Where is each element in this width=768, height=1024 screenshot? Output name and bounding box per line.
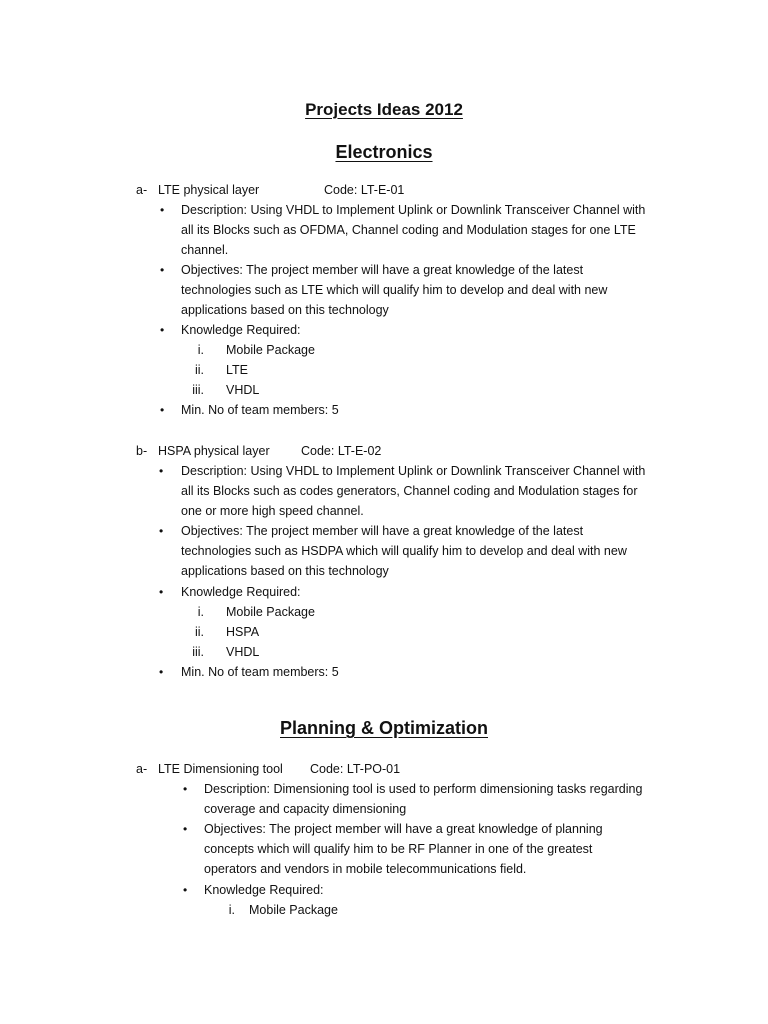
description-line: Description: Using VHDL to Implement Uplink or Downlink Transceiver Channel with xyxy=(181,464,646,478)
project-heading xyxy=(136,760,536,778)
knowledge-label: Knowledge Required: xyxy=(181,323,301,337)
bullet-icon: • xyxy=(159,665,164,679)
bullet-icon: • xyxy=(183,782,188,796)
description-line: one or more high speed channel. xyxy=(181,504,364,518)
project-heading xyxy=(136,181,536,199)
project-heading xyxy=(136,442,536,460)
bullet-icon: • xyxy=(183,883,188,897)
bullet-icon: • xyxy=(160,403,165,417)
project-name: LTE Dimensioning tool xyxy=(158,762,283,776)
knowledge-label: Knowledge Required: xyxy=(181,585,301,599)
project-name: HSPA physical layer xyxy=(158,444,270,458)
bullet-icon: • xyxy=(159,464,164,478)
objectives-line: Objectives: The project member will have a great knowledge of the latest xyxy=(181,263,584,277)
knowledge-item: Mobile Package xyxy=(226,605,315,619)
objectives-line: applications based on this technology xyxy=(181,303,389,317)
team-members-line: Min. No of team members: 5 xyxy=(181,403,339,417)
knowledge-number: i. xyxy=(228,903,235,917)
objectives-line: technologies such as LTE which will qualify him to develop and deal with new xyxy=(181,283,608,297)
bullet-icon: • xyxy=(159,585,164,599)
project-letter: a- xyxy=(136,762,148,776)
project-letter: a- xyxy=(136,183,148,197)
knowledge-number: iii. xyxy=(192,383,204,397)
bullet-icon: • xyxy=(160,323,165,337)
project-name: LTE physical layer xyxy=(158,183,260,197)
description-line: all its Blocks such as codes generators, Channel coding and Modulation stages for xyxy=(181,484,638,498)
objectives-line: concepts which will qualify him to be RF Planner in one of the greatest xyxy=(204,842,593,856)
objectives-line: Objectives: The project member will have a great knowledge of the latest xyxy=(181,524,584,538)
objectives-line: operators and vendors in mobile telecommunications field. xyxy=(204,862,527,876)
project-letter: b- xyxy=(136,444,148,458)
knowledge-item: VHDL xyxy=(226,645,260,659)
bullet-icon: • xyxy=(183,822,188,836)
knowledge-number: ii. xyxy=(194,363,204,377)
team-members-line: Min. No of team members: 5 xyxy=(181,665,339,679)
knowledge-number: i. xyxy=(197,343,204,357)
objectives-line: Objectives: The project member will have a great knowledge of planning xyxy=(204,822,603,836)
project-code: Code: LT-E-01 xyxy=(324,183,405,197)
knowledge-label: Knowledge Required: xyxy=(204,883,324,897)
knowledge-item: HSPA xyxy=(226,625,260,639)
description-line: channel. xyxy=(181,243,229,257)
knowledge-item: Mobile Package xyxy=(249,903,338,917)
knowledge-item: Mobile Package xyxy=(226,343,315,357)
section-heading-planning: Planning & Optimization xyxy=(280,718,488,738)
knowledge-number: ii. xyxy=(194,625,204,639)
objectives-line: technologies such as HSDPA which will qualify him to develop and deal with new xyxy=(181,544,627,558)
objectives-line: applications based on this technology xyxy=(181,564,389,578)
section-heading-electronics: Electronics xyxy=(335,142,433,162)
description-line: all its Blocks such as OFDMA, Channel coding and Modulation stages for one LTE xyxy=(181,223,636,237)
knowledge-number: i. xyxy=(197,605,204,619)
bullet-icon: • xyxy=(159,524,164,538)
description-line: Description: Dimensioning tool is used to perform dimensioning tasks regarding xyxy=(204,782,643,796)
description-line: coverage and capacity dimensioning xyxy=(204,802,407,816)
knowledge-number: iii. xyxy=(192,645,204,659)
project-code: Code: LT-PO-01 xyxy=(310,762,401,776)
project-code: Code: LT-E-02 xyxy=(301,444,382,458)
document-title: Projects Ideas 2012 xyxy=(305,100,463,119)
description-line: Description: Using VHDL to Implement Uplink or Downlink Transceiver Channel with xyxy=(181,203,646,217)
knowledge-item: LTE xyxy=(226,363,248,377)
bullet-icon: • xyxy=(160,203,165,217)
bullet-icon: • xyxy=(160,263,165,277)
knowledge-item: VHDL xyxy=(226,383,260,397)
